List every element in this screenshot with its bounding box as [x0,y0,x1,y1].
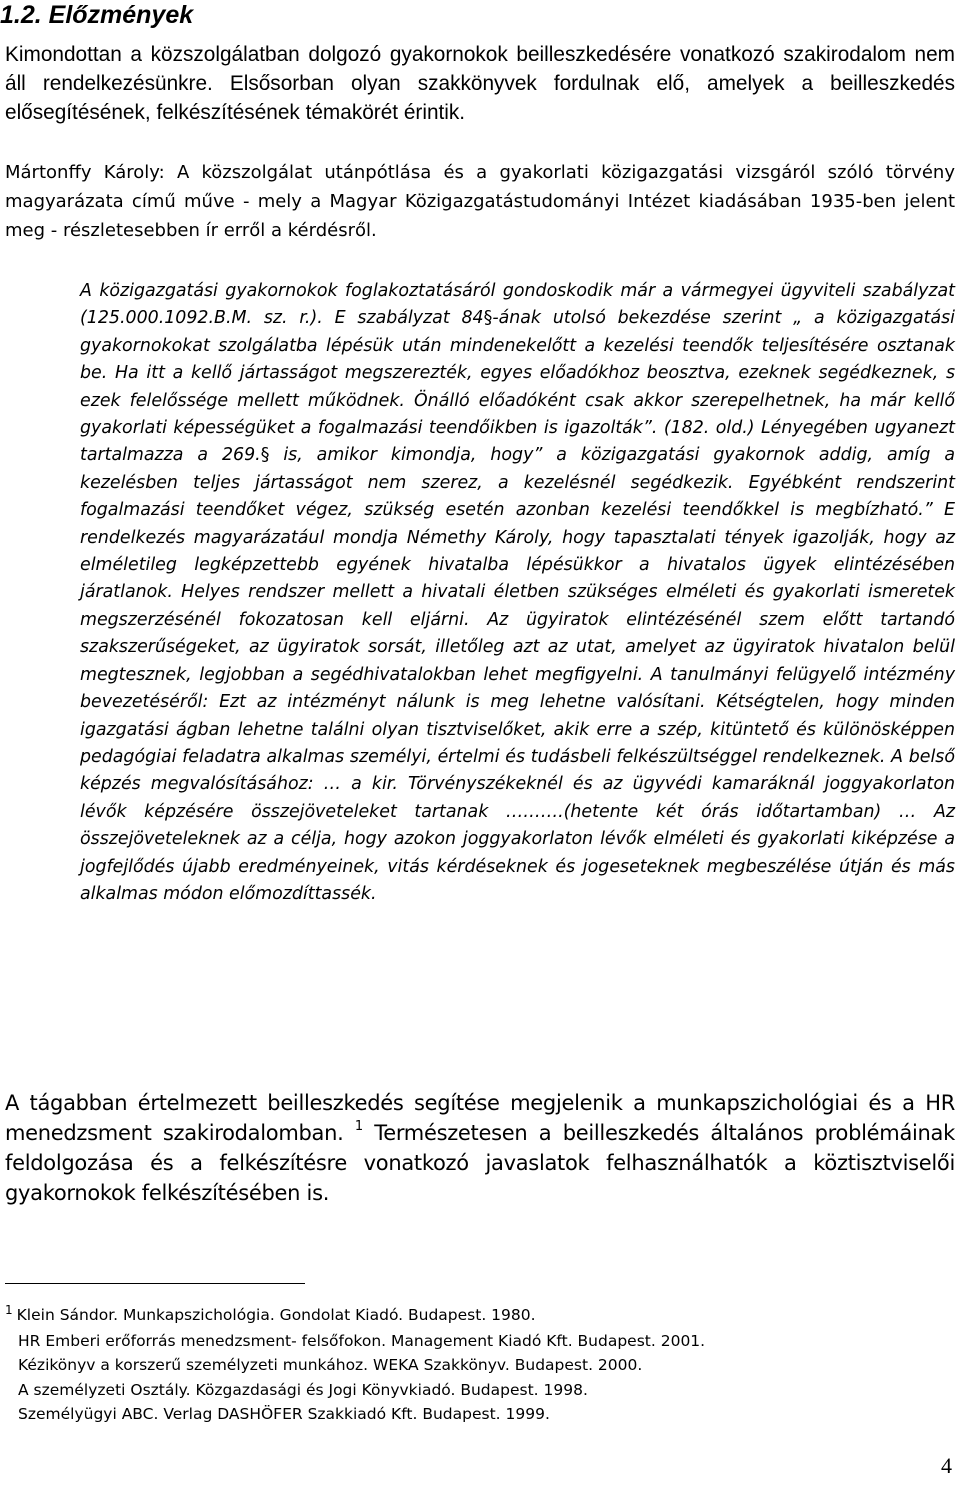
section-sign: § [483,308,493,329]
quoted-passage [80,278,955,908]
section-sign: § [260,445,270,466]
footnotes [5,1303,955,1427]
footnote-separator [5,1283,305,1284]
footnote-reference[interactable]: 1 [354,1119,363,1134]
footnote-line: A személyzeti Osztály. Közgazdasági és Jogi Könyvkiadó. Budapest. 1998. [18,1380,588,1399]
section-heading: 1.2. Előzmények [0,1,194,29]
footnote-line: Kézikönyv a korszerű személyzeti munkához. WEKA Szakkönyv. Budapest. 2000. [18,1356,643,1375]
outro-paragraph [5,1088,955,1208]
quote-segment-3: is, amikor kimondja, hogy” a közigazgatási gyakornok addig, amíg a kezelésben teljes jártasságot nem szerez, a kezelésnél segédkezik. Egyébként rendszerint fogalmazási teendőket végez, szükség esetén azonban kezelési teendőkkel is megbízható.” E rendelkezés magyarázatául mondja Némethy Károly, hogy tapasztalati tények igazolják, hogy az elméletileg legképzettebb egyének hivatalba lépésükkor a hivatalos ügyek elintézésében járatlanok. Helyes rendszer mellett a hivatali életben szükséges elméleti és gyakorlati ismeretek megszerzésénél fokozatosan kell eljárni. Az ügyiratok elintézésénél szem előtt tartandó szakszerűségeket, az ügyiratok sorsát, illetőleg azt az utat, amelyet az ügyiratok hivatalon belül megtesznek, legjobban a segédhivatalokban lehet megfigyelni. A tanulmányi felügyelő intézmény bevezetéséről: Ezt az intézményt nálunk is meg lehetne valósítani. Kétségtelen, hogy minden igazgatási ágban lehetne találni olyan tisztviselőket, akik erre a szép, kitüntető és különösképpen pedagógiai feladatra alkalmas személyi, értelmi és tudásbeli felkészültséggel rendelkeznek. A belső képzés megvalósításához: … a kir. Törvényszékeknél és az ügyvédi kamaráknál joggyakorlaton lévők képzésére összejöveteleket tartanak ……….(hetente két órás időtartamban) … Az összejöveteleknek az a célja, hogy azokon joggyakorlaton lévők elméleti és gyakorlati kiképzése a jogfejlődés újabb eredményeinek, vitás kérdéseknek és jogeseteknek megbeszélése útján és más alkalmas módon előmozdíttassék. [80,445,955,904]
footnote-line: HR Emberi erőforrás menedzsment- felsőfokon. Management Kiadó Kft. Budapest. 2001. [18,1331,706,1350]
footnote-line: Személyügyi ABC. Verlag DASHÖFER Szakkiadó Kft. Budapest. 1999. [18,1405,550,1424]
martonffy-paragraph: Mártonffy Károly: A közszolgálat utánpótlása és a gyakorlati közigazgatási vizsgáról szóló törvény magyarázata című műve - mely a Magyar Közigazgatástudományi Intézet kiadásában 1935-ben jelent meg - részletesebben ír erről a kérdésről. [5,162,955,241]
quote-segment-1: A közigazgatási gyakornokok foglakoztatásáról gondoskodik már a vármegyei ügyviteli szabályzat (125.000.1092.B.M. sz. r.). E szabályzat 84 [80,281,955,329]
quote-segment-2: -ának utolsó bekezdése szerint „ a közigazgatási gyakornokokat szolgálatba lépésük után mindenekelőtt a kezelési teendők teljesítésére osztanak be. Ha itt a kellő jártasságot megszerezték, egyes előadókhoz beosztva, ezeknek segédkeznek, s ezek felelőssége mellett működnek. Önálló előadóként csak akkor szerepelhetnek, ha már kellő gyakorlati képességüket a fogalmazási teendőikben is igazolták”. (182. old.) Lényegében ugyanezt tartalmazza a 269. [80,308,956,466]
intro-paragraph: Kimondottan a közszolgálatban dolgozó gyakornokok beilleszkedésére vonatkozó szakirodalom nem áll rendelkezésünkre. Elsősorban olyan szakkönyvek fordulnak elő, amelyek a beilleszkedés elősegítésének, felkészítésének témakörét érintik. [5,43,955,124]
outro-text-before-ref: A tágabban értelmezett beilleszkedés segítése megjelenik a munkapszichológiai és a HR menedzsment szakirodalomban. [5,1091,955,1145]
footnote-line [5,1303,955,1329]
footnote-number: 1 [5,1303,13,1317]
page-number: 4 [941,1453,952,1478]
outro-text-after-ref: Természetesen a beilleszkedés általános problémáinak feldolgozása és a felkészítésre vonatkozó javaslatok felhasználhatók a köztisztviselői gyakornokok felkészítésében is. [5,1121,955,1205]
footnote-text: Klein Sándor. Munkapszichológia. Gondolat Kiadó. Budapest. 1980. [16,1306,536,1324]
